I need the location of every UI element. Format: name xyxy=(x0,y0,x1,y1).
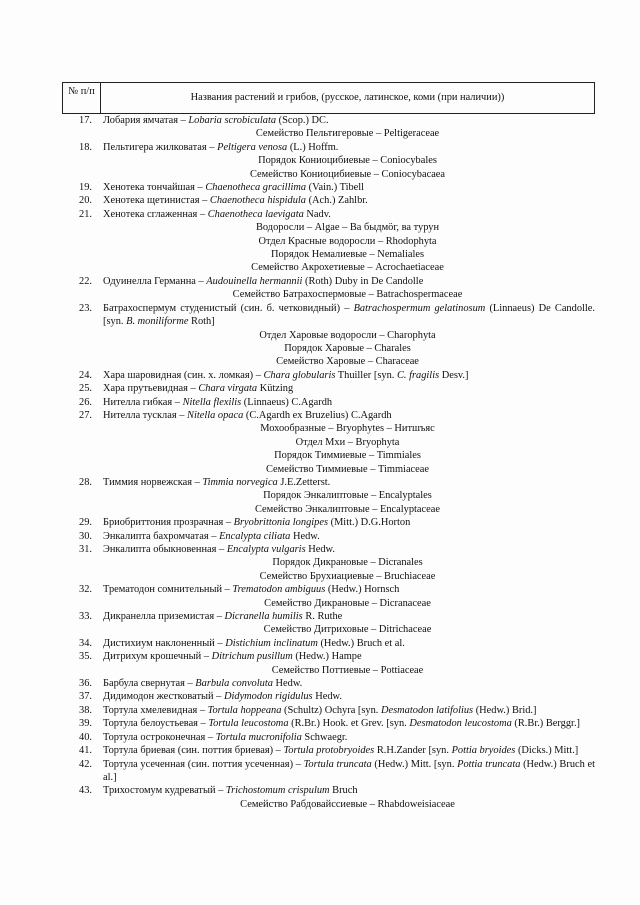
entry-number: 42. xyxy=(79,758,92,770)
entry-text: Хенотека сглаженная – Chaenotheca laevigata Nadv. xyxy=(103,208,331,220)
species-entry xyxy=(62,543,595,556)
entry-number: 25. xyxy=(79,383,92,395)
taxon-heading: Семейство Пельтигеровые – Peltigeraceae xyxy=(255,128,440,140)
entry-number: 22. xyxy=(79,275,92,287)
entry-text: Дидимодон жестковатый – Didymodon rigidulus Hedw. xyxy=(103,691,342,703)
species-entry xyxy=(62,194,595,207)
entry-number: 23. xyxy=(79,302,92,314)
entry-text: Тортула хмелевидная – Tortula hoppeana (Schultz) Ochyra [syn. Desmatodon latifolius (Hedw.) Brid.] xyxy=(103,704,537,716)
entry-number: 20. xyxy=(79,195,92,207)
entry-text: Нителла гибкая – Nitella flexilis (Linnaeus) C.Agardh xyxy=(103,396,333,408)
species-entry xyxy=(62,784,595,797)
entry-number: 31. xyxy=(79,544,92,555)
species-entry xyxy=(62,610,595,623)
header-number-cell: № п/п xyxy=(63,83,101,113)
entry-text: Энкалипта обыкновенная – Encalypta vulgaris Hedw. xyxy=(103,544,335,555)
entry-number: 19. xyxy=(79,182,92,194)
taxon-heading: Семейство Кониоцибиевые – Coniocybacaea xyxy=(249,168,446,180)
species-entry xyxy=(62,382,595,395)
taxon-heading: Отдел Мхи – Bryophyta xyxy=(295,436,400,448)
taxon-heading: Семейство Брухиациевые – Bruchiaceae xyxy=(259,570,436,582)
entry-number: 18. xyxy=(79,141,92,153)
species-entry xyxy=(62,141,595,154)
species-entry xyxy=(62,637,595,650)
species-entry xyxy=(62,409,595,422)
species-entry xyxy=(62,583,595,596)
entry-text: Хара прутьевидная – Chara virgata Kützing xyxy=(103,383,294,395)
entry-text: Дикранелла приземистая – Dicranella humilis R. Ruthe xyxy=(103,611,343,623)
species-entry xyxy=(62,677,595,690)
taxon-heading: Семейство Поттиевые – Pottiaceae xyxy=(271,664,424,676)
header-name-cell: Названия растений и грибов, (русское, латинское, коми (при наличии)) xyxy=(190,92,505,103)
entry-text: Тиммия норвежская – Timmia norvegica J.E.Zetterst. xyxy=(103,476,331,488)
entry-number: 21. xyxy=(79,208,92,220)
species-table xyxy=(62,82,595,811)
entry-text: Тортула остроконечная – Tortula mucronifolia Schwaegr. xyxy=(103,731,348,743)
taxon-heading: Семейство Тиммиевые – Timmiaceae xyxy=(265,463,430,475)
entry-text: Трематодон сомнительный – Trematodon ambiguus (Hedw.) Hornsch xyxy=(103,584,400,596)
entry-text: Лобария ямчатая – Lobaria scrobiculata (Scop.) DC. xyxy=(103,115,329,126)
species-entry xyxy=(62,302,595,329)
table-header xyxy=(62,82,595,114)
taxon-heading: Порядок Энкалиптовые – Encalyptales xyxy=(263,490,432,502)
species-entry xyxy=(62,530,595,543)
species-entry xyxy=(62,758,595,785)
species-entry xyxy=(62,208,595,221)
entry-number: 33. xyxy=(79,611,92,623)
entry-number: 28. xyxy=(79,476,92,488)
taxon-heading: Водоросли – Algae – Ва быдмӧг, ва турун xyxy=(255,222,440,234)
species-entry xyxy=(62,650,595,663)
species-entry xyxy=(62,275,595,288)
entry-text: Батрахоспермум студенистый (син. б. четковидный) – Batrachospermum gelatinosum (Linnaeus) De Candolle. [syn. B. moniliforme Roth] xyxy=(103,302,595,328)
taxon-heading: Семейство Дикрановые – Dicranaceae xyxy=(264,597,431,609)
species-entry xyxy=(62,396,595,409)
entry-text: Тортула усеченная (син. поттия усеченная) – Tortula truncata (Hedw.) Mitt. [syn. Pottia truncata (Hedw.) Bruch et al.] xyxy=(103,758,595,783)
taxon-heading: Семейство Энкалиптовые – Encalyptaceae xyxy=(255,503,440,515)
entry-text: Дитрихум крошечный – Ditrichum pusillum (Hedw.) Hampe xyxy=(103,651,362,663)
entry-number: 38. xyxy=(79,704,92,716)
entry-text: Тортула бриевая (син. поттия бриевая) – Tortula protobryoides R.H.Zander [syn. Pottia bryoides (Dicks.) Mitt.] xyxy=(103,745,579,757)
taxon-heading: Порядок Дикрановые – Dicranales xyxy=(272,557,423,569)
entry-number: 27. xyxy=(79,409,92,421)
species-entry xyxy=(62,704,595,717)
species-entry xyxy=(62,181,595,194)
entry-number: 24. xyxy=(79,369,92,381)
taxon-heading: Семейство Харовые – Characeae xyxy=(276,356,419,368)
species-entry xyxy=(62,516,595,529)
entry-number: 30. xyxy=(79,530,92,542)
entry-text: Хара шаровидная (син. х. ломкая) – Chara globularis Thuiller [syn. C. fragilis Desv.] xyxy=(103,369,469,381)
entry-number: 35. xyxy=(79,651,92,663)
entry-text: Тортула белоустьевая – Tortula leucostoma (R.Br.) Hook. et Grev. [syn. Desmatodon leucostoma (R.Br.) Berggr.] xyxy=(103,718,581,730)
entry-text: Пельтигера жилковатая – Peltigera venosa (L.) Hoffm. xyxy=(103,141,339,153)
entry-number: 43. xyxy=(79,785,92,797)
entry-number: 37. xyxy=(79,691,92,703)
species-entry xyxy=(62,476,595,489)
species-entry xyxy=(62,369,595,382)
species-entry xyxy=(62,744,595,757)
entry-number: 26. xyxy=(79,396,92,408)
table-body xyxy=(62,114,595,811)
taxon-heading: Порядок Немалиевые – Nemaliales xyxy=(270,249,425,261)
taxon-heading: Отдел Харовые водоросли – Charophyta xyxy=(259,329,436,341)
entry-number: 34. xyxy=(79,637,92,649)
entry-text: Дистихиум наклоненный – Distichium inclinatum (Hedw.) Bruch et al. xyxy=(103,637,405,649)
taxon-heading: Порядок Кониоцибиевые – Coniocybales xyxy=(258,155,437,167)
entry-text: Трихостомум кудреватый – Trichostomum crispulum Bruch xyxy=(103,785,358,797)
taxon-heading: Семейство Акрохетиевые – Acrochaetiaceae xyxy=(251,262,444,274)
entry-text: Барбула свернутая – Barbula convoluta Hedw. xyxy=(103,678,303,690)
taxon-heading: Семейство Батрахоспермовые – Batrachospermaceae xyxy=(232,289,463,301)
taxon-heading: Мохообразные – Bryophytes – Нитшъяс xyxy=(260,423,435,435)
taxon-heading: Семейство Рабдовайссиевые – Rhabdoweisiaceae xyxy=(240,798,455,810)
entry-number: 39. xyxy=(79,718,92,730)
taxon-heading: Порядок Тиммиевые – Timmiales xyxy=(274,450,421,462)
species-entry xyxy=(62,114,595,127)
entry-number: 32. xyxy=(79,584,92,596)
entry-text: Хенотека тончайшая – Chaenotheca gracillima (Vain.) Tibell xyxy=(103,182,365,194)
entry-text: Бриобриттония прозрачная – Bryobrittonia longipes (Mitt.) D.G.Horton xyxy=(103,517,411,529)
entry-text: Энкалипта бахромчатая – Encalypta ciliata Hedw. xyxy=(103,530,320,542)
entry-text: Хенотека щетинистая – Chaenotheca hispidula (Ach.) Zahlbr. xyxy=(103,195,368,207)
entry-number: 17. xyxy=(79,115,92,126)
entry-number: 36. xyxy=(79,678,92,690)
entry-number: 29. xyxy=(79,517,92,529)
species-entry xyxy=(62,690,595,703)
taxon-heading: Отдел Красные водоросли – Rhodophyta xyxy=(258,235,437,247)
taxon-heading: Порядок Харовые – Charales xyxy=(284,342,411,354)
entry-number: 41. xyxy=(79,745,92,757)
species-entry xyxy=(62,731,595,744)
species-entry xyxy=(62,717,595,730)
entry-text: Одуинелла Германна – Audouinella hermannii (Roth) Duby in De Candolle xyxy=(103,275,424,287)
entry-text: Нителла тусклая – Nitella opaca (C.Agardh ex Bruzelius) C.Agardh xyxy=(103,409,392,421)
taxon-heading: Семейство Дитриховые – Ditrichaceae xyxy=(263,624,432,636)
entry-number: 40. xyxy=(79,731,92,743)
